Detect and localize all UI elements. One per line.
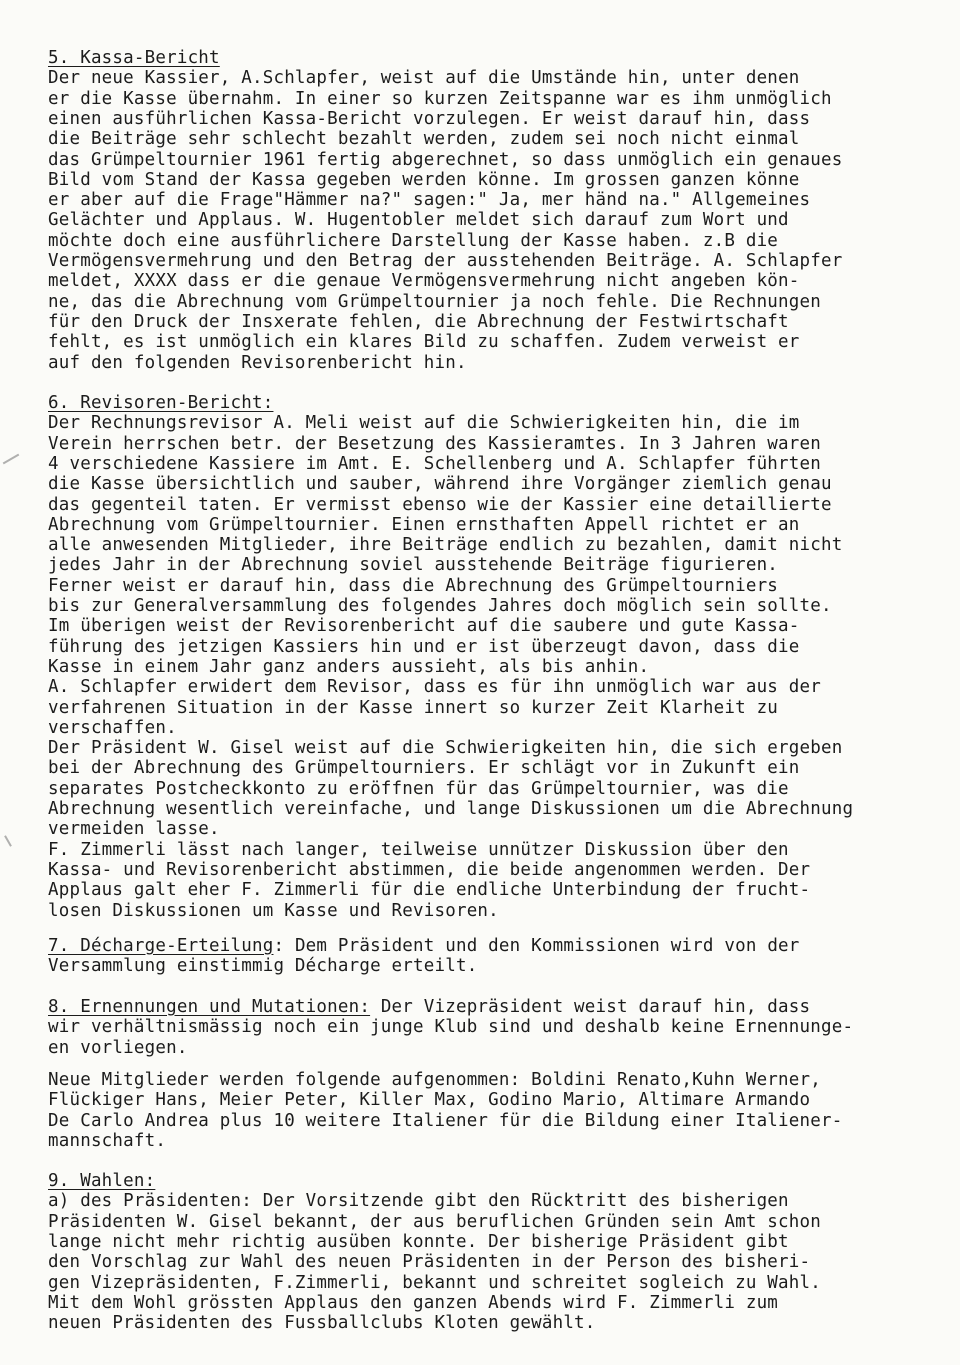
text-line: Im überigen weist der Revisorenbericht auf die saubere und gute Kassa-	[48, 616, 800, 637]
text-line: Flückiger Hans, Meier Peter, Killer Max, Godino Mario, Altimare Armando	[48, 1090, 811, 1111]
text-line: A. Schlapfer erwidert dem Revisor, dass es für ihn unmöglich war aus der	[48, 677, 821, 698]
section-heading: 9. Wahlen:	[48, 1171, 156, 1191]
section-heading: 6. Revisoren-Bericht:	[48, 393, 274, 413]
section-heading-line	[48, 48, 220, 68]
text-line: alle anwesenden Mitglieder, ihre Beiträge endlich zu bezahlen, damit nicht	[48, 535, 843, 556]
text-line: Bild vom Stand der Kassa gegeben werden könne. Im grossen ganzen könne	[48, 169, 800, 190]
section-heading: 5. Kassa-Bericht	[48, 48, 220, 68]
text-line: Der neue Kassier, A.Schlapfer, weist auf die Umstände hin, unter denen	[48, 68, 800, 89]
text-line: 4 verschiedene Kassiere im Amt. E. Schellenberg und A. Schlapfer führten	[48, 453, 821, 474]
text-line: einen ausführlichen Kassa-Bericht vorzulegen. Er weist darauf hin, dass	[48, 108, 811, 129]
text-line: mannschaft.	[48, 1130, 167, 1151]
text-line: jedes Jahr in der Abrechnung soviel ausstehende Beiträge figurieren.	[48, 555, 779, 576]
text-line: Kasse in einem Jahr ganz anders aussieht, als bis anhin.	[48, 656, 650, 677]
text-line: Applaus galt eher F. Zimmerli für die endliche Unterbindung der frucht-	[48, 880, 811, 901]
text-line: Kassa- und Revisorenbericht abstimmen, die beide angenommen werden. Der	[48, 859, 811, 880]
text-line: Der Präsident W. Gisel weist auf die Schwierigkeiten hin, die sich ergeben	[48, 738, 843, 759]
text-line: Vermögensvermehrung und den Betrag der ausstehenden Beiträge. A. Schlapfer	[48, 251, 843, 271]
text-line: Der Vizepräsident weist darauf hin, dass	[370, 997, 811, 1017]
text-line: das gegenteil taten. Er vermisst ebenso wie der Kassier eine detaillierte	[48, 494, 832, 515]
section-heading-line	[48, 997, 810, 1017]
text-line: möchte doch eine ausführlichere Darstellung der Kasse haben. z.B die	[48, 230, 779, 251]
text-line: verfahrenen Situation in der Kasse innert so kurzer Zeit Klarheit zu	[48, 697, 779, 718]
text-line: das Grümpeltournier 1961 fertig abgerechnet, so dass unmöglich ein genaues	[48, 149, 843, 170]
text-line: bis zur Generalversammlung des folgendes Jahres doch möglich sein sollte.	[48, 596, 832, 616]
text-line: losen Diskussionen um Kasse und Revisoren.	[48, 900, 499, 921]
section-heading-line	[48, 936, 800, 956]
margin-pencil-mark	[3, 454, 20, 465]
text-line: bei der Abrechnung des Grümpeltourniers. Er schlägt vor in Zukunft ein	[48, 758, 800, 779]
text-line: wir verhältnismässig noch ein junge Klub sind und deshalb keine Ernennunge-	[48, 1017, 854, 1038]
text-line: auf den folgenden Revisorenbericht hin.	[48, 352, 467, 373]
text-line: separates Postcheckkonto zu eröffnen für das Grümpeltournier, was die	[48, 778, 789, 799]
text-line: lange nicht mehr richtig ausüben konnte. Der bisherige Präsident gibt	[48, 1231, 789, 1252]
text-line: Abrechnung vom Grümpeltournier. Einen ernsthaften Appell richtet er an	[48, 514, 800, 535]
text-line: die Beiträge sehr schlecht bezahlt werden, zudem sei noch nicht einmal	[48, 129, 800, 150]
text-line: en vorliegen.	[48, 1037, 188, 1058]
text-line: : Dem Präsident und den Kommissionen wird von der	[273, 936, 800, 956]
text-line: den Vorschlag zur Wahl des neuen Präsidenten in der Person des bisheri-	[48, 1252, 811, 1273]
text-line: F. Zimmerli lässt nach langer, teilweise unnützer Diskussion über den	[48, 839, 789, 860]
text-line: Neue Mitglieder werden folgende aufgenommen: Boldini Renato,Kuhn Werner,	[48, 1069, 821, 1090]
section-heading-line	[48, 393, 273, 413]
text-line: Der Rechnungsrevisor A. Meli weist auf die Schwierigkeiten hin, die im	[48, 413, 800, 434]
text-line: Präsidenten W. Gisel bekannt, der aus beruflichen Gründen sein Amt schon	[48, 1211, 821, 1232]
text-line: gen Vizepräsidenten, F.Zimmerli, bekannt und schreitet sogleich zu Wahl.	[48, 1272, 821, 1293]
text-line: vermeiden lasse.	[48, 819, 220, 840]
text-line: De Carlo Andrea plus 10 weitere Italiener für die Bildung einer Italiener-	[48, 1110, 843, 1131]
text-line: Mit dem Wohl grössten Applaus den ganzen Abends wird F. Zimmerli zum	[48, 1292, 779, 1313]
text-line: Abrechnung wesentlich vereinfache, und lange Diskussionen um die Abrechnung	[48, 799, 854, 819]
text-line: er die Kasse übernahm. In einer so kurzen Zeitspanne war es ihm unmöglich	[48, 88, 832, 109]
text-line: Ferner weist er darauf hin, dass die Abrechnung des Grümpeltourniers	[48, 575, 779, 596]
text-line: Versammlung einstimmig Décharge erteilt.	[48, 956, 478, 977]
text-line: für den Druck der Insxerate fehlen, die Abrechnung der Festwirtschaft	[48, 311, 789, 332]
text-line: neuen Präsidenten des Fussballclubs Kloten gewählt.	[48, 1313, 596, 1334]
margin-pencil-mark	[4, 835, 12, 846]
text-line: Gelächter und Applaus. W. Hugentobler meldet sich darauf zum Wort und	[48, 210, 789, 231]
section-heading-line	[48, 1171, 155, 1191]
section-heading: 8. Ernennungen und Mutationen:	[48, 997, 371, 1017]
text-line: fehlt, es ist unmöglich ein klares Bild zu schaffen. Zudem verweist er	[48, 332, 800, 353]
text-line: ne, das die Abrechnung vom Grümpeltournier ja noch fehle. Die Rechnungen	[48, 291, 821, 312]
text-line: a) des Präsidenten: Der Vorsitzende gibt den Rücktritt des bisherigen	[48, 1191, 789, 1212]
text-line: die Kasse übersichtlich und sauber, während ihre Vorgänger ziemlich genau	[48, 474, 832, 495]
text-line: Verein herrschen betr. der Besetzung des Kassieramtes. In 3 Jahren waren	[48, 433, 821, 454]
text-line: führung des jetzigen Kassiers hin und er ist überzeugt davon, dass die	[48, 636, 800, 657]
text-line: er aber auf die Frage"Hämmer na?" sagen:" Ja, mer händ na." Allgemeines	[48, 190, 811, 211]
text-line: meldet, XXXX dass er die genaue Vermögensvermehrung nicht angeben kön-	[48, 271, 800, 292]
section-heading: 7. Décharge-Erteilung	[48, 936, 274, 956]
text-line: verschaffen.	[48, 717, 177, 738]
